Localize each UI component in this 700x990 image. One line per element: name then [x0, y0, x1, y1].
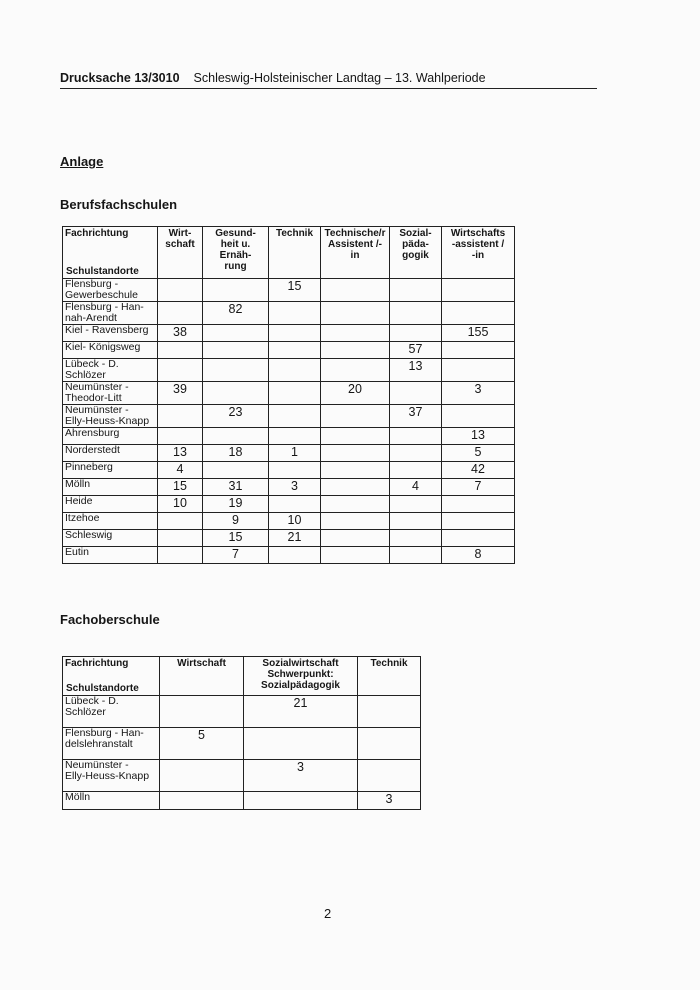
- table-row: [63, 462, 515, 479]
- value-cell: 38: [158, 325, 203, 342]
- column-header: Technische/r Assistent /- in: [321, 227, 390, 279]
- value-cell: 3: [442, 382, 515, 405]
- document-number: Drucksache 13/3010: [60, 71, 180, 85]
- table-row: [63, 359, 515, 382]
- school-location-cell: Neumünster - Elly-Heuss-Knapp: [63, 760, 160, 792]
- value-cell: 21: [244, 696, 358, 728]
- column-header: Technik: [269, 227, 321, 279]
- value-cell: [390, 462, 442, 479]
- value-cell: [442, 530, 515, 547]
- value-cell: 13: [442, 428, 515, 445]
- table-row: [63, 547, 515, 564]
- value-cell: 7: [203, 547, 269, 564]
- value-cell: [160, 696, 244, 728]
- fachoberschule-heading: Fachoberschule: [60, 612, 160, 627]
- school-location-cell: Mölln: [63, 792, 160, 810]
- value-cell: 13: [158, 445, 203, 462]
- school-location-cell: Flensburg - Gewerbeschule: [63, 279, 158, 302]
- table-row: [63, 513, 515, 530]
- value-cell: [158, 342, 203, 359]
- value-cell: [158, 530, 203, 547]
- corner-fachrichtung: Fachrichtung: [65, 228, 129, 239]
- value-cell: 3: [244, 760, 358, 792]
- value-cell: 5: [160, 728, 244, 760]
- value-cell: [321, 547, 390, 564]
- value-cell: [321, 428, 390, 445]
- value-cell: [321, 513, 390, 530]
- value-cell: [269, 342, 321, 359]
- table-row: [63, 445, 515, 462]
- column-header: Wirtschafts -assistent / -in: [442, 227, 515, 279]
- value-cell: [321, 359, 390, 382]
- anlage-heading: Anlage: [60, 154, 104, 169]
- table-row: [63, 496, 515, 513]
- value-cell: [158, 279, 203, 302]
- school-location-cell: Itzehoe: [63, 513, 158, 530]
- column-header: Sozial- päda- gogik: [390, 227, 442, 279]
- value-cell: [269, 302, 321, 325]
- value-cell: [269, 496, 321, 513]
- value-cell: 7: [442, 479, 515, 496]
- value-cell: 21: [269, 530, 321, 547]
- value-cell: [203, 342, 269, 359]
- value-cell: [269, 405, 321, 428]
- value-cell: [158, 428, 203, 445]
- value-cell: [321, 496, 390, 513]
- value-cell: 4: [390, 479, 442, 496]
- school-location-cell: Norderstedt: [63, 445, 158, 462]
- value-cell: 18: [203, 445, 269, 462]
- school-location-cell: Kiel - Ravensberg: [63, 325, 158, 342]
- value-cell: [442, 513, 515, 530]
- table-row: [63, 530, 515, 547]
- value-cell: [321, 530, 390, 547]
- value-cell: [269, 428, 321, 445]
- value-cell: 20: [321, 382, 390, 405]
- value-cell: 39: [158, 382, 203, 405]
- column-header: Technik: [358, 657, 421, 696]
- value-cell: [321, 325, 390, 342]
- value-cell: 10: [158, 496, 203, 513]
- value-cell: 4: [158, 462, 203, 479]
- table-row: [63, 479, 515, 496]
- value-cell: [158, 359, 203, 382]
- value-cell: 8: [442, 547, 515, 564]
- school-location-cell: Neumünster - Elly-Heuss-Knapp: [63, 405, 158, 428]
- corner-schulstandorte: Schulstandorte: [66, 683, 139, 694]
- value-cell: 3: [269, 479, 321, 496]
- value-cell: [158, 547, 203, 564]
- value-cell: [390, 547, 442, 564]
- berufsfachschulen-table: [62, 226, 515, 564]
- value-cell: 31: [203, 479, 269, 496]
- value-cell: 82: [203, 302, 269, 325]
- value-cell: [442, 302, 515, 325]
- value-cell: [269, 547, 321, 564]
- value-cell: [269, 462, 321, 479]
- page-header: [60, 71, 597, 89]
- berufsfachschulen-heading: Berufsfachschulen: [60, 197, 178, 212]
- value-cell: 23: [203, 405, 269, 428]
- value-cell: [203, 428, 269, 445]
- table-header-row: [63, 227, 515, 279]
- column-header: Wirtschaft: [160, 657, 244, 696]
- value-cell: 10: [269, 513, 321, 530]
- value-cell: [244, 728, 358, 760]
- value-cell: [390, 302, 442, 325]
- value-cell: [203, 382, 269, 405]
- value-cell: [358, 696, 421, 728]
- value-cell: [269, 359, 321, 382]
- table-row: [63, 279, 515, 302]
- table-row: [63, 696, 421, 728]
- value-cell: [269, 382, 321, 405]
- value-cell: [158, 513, 203, 530]
- value-cell: [390, 513, 442, 530]
- value-cell: [203, 325, 269, 342]
- corner-schulstandorte: Schulstandorte: [66, 266, 139, 277]
- value-cell: 3: [358, 792, 421, 810]
- table-row: [63, 792, 421, 810]
- value-cell: 155: [442, 325, 515, 342]
- value-cell: [390, 279, 442, 302]
- table-row: [63, 405, 515, 428]
- value-cell: [321, 405, 390, 428]
- value-cell: 15: [158, 479, 203, 496]
- school-location-cell: Lübeck - D. Schlözer: [63, 359, 158, 382]
- value-cell: 15: [203, 530, 269, 547]
- column-header: Wirt- schaft: [158, 227, 203, 279]
- value-cell: 5: [442, 445, 515, 462]
- value-cell: 42: [442, 462, 515, 479]
- value-cell: [203, 462, 269, 479]
- table-header-row: [63, 657, 421, 696]
- value-cell: [244, 792, 358, 810]
- page-number: 2: [324, 906, 332, 921]
- school-location-cell: Flensburg - Han- nah-Arendt: [63, 302, 158, 325]
- school-location-cell: Pinneberg: [63, 462, 158, 479]
- table-row: [63, 760, 421, 792]
- value-cell: [390, 496, 442, 513]
- corner-fachrichtung: Fachrichtung: [65, 658, 129, 669]
- school-location-cell: Neumünster - Theodor-Litt: [63, 382, 158, 405]
- value-cell: [442, 279, 515, 302]
- table-row: [63, 325, 515, 342]
- school-location-cell: Schleswig: [63, 530, 158, 547]
- value-cell: 19: [203, 496, 269, 513]
- value-cell: [321, 462, 390, 479]
- value-cell: [158, 405, 203, 428]
- school-location-cell: Lübeck - D. Schlözer: [63, 696, 160, 728]
- value-cell: 13: [390, 359, 442, 382]
- fachoberschule-table: [62, 656, 421, 810]
- value-cell: [158, 302, 203, 325]
- value-cell: [321, 445, 390, 462]
- column-header: Gesund- heit u. Ernäh- rung: [203, 227, 269, 279]
- table-row: [63, 728, 421, 760]
- school-location-cell: Mölln: [63, 479, 158, 496]
- value-cell: [390, 445, 442, 462]
- value-cell: [390, 428, 442, 445]
- column-header: Sozialwirtschaft Schwerpunkt: Sozialpädagogik: [244, 657, 358, 696]
- corner-header: [63, 657, 160, 696]
- value-cell: [442, 496, 515, 513]
- value-cell: [442, 342, 515, 359]
- value-cell: [321, 342, 390, 359]
- school-location-cell: Heide: [63, 496, 158, 513]
- value-cell: [160, 760, 244, 792]
- school-location-cell: Flensburg - Han- delslehranstalt: [63, 728, 160, 760]
- school-location-cell: Ahrensburg: [63, 428, 158, 445]
- value-cell: 15: [269, 279, 321, 302]
- table-row: [63, 342, 515, 359]
- value-cell: [390, 325, 442, 342]
- table-row: [63, 302, 515, 325]
- value-cell: [269, 325, 321, 342]
- value-cell: [442, 359, 515, 382]
- value-cell: 37: [390, 405, 442, 428]
- value-cell: [321, 479, 390, 496]
- value-cell: [160, 792, 244, 810]
- school-location-cell: Kiel- Königsweg: [63, 342, 158, 359]
- value-cell: [358, 760, 421, 792]
- table-row: [63, 382, 515, 405]
- school-location-cell: Eutin: [63, 547, 158, 564]
- value-cell: [321, 279, 390, 302]
- value-cell: 1: [269, 445, 321, 462]
- value-cell: [203, 279, 269, 302]
- value-cell: [390, 382, 442, 405]
- value-cell: [321, 302, 390, 325]
- table-row: [63, 428, 515, 445]
- value-cell: [442, 405, 515, 428]
- document-title: Schleswig-Holsteinischer Landtag – 13. Wahlperiode: [193, 71, 486, 85]
- value-cell: [358, 728, 421, 760]
- value-cell: 57: [390, 342, 442, 359]
- value-cell: [203, 359, 269, 382]
- value-cell: 9: [203, 513, 269, 530]
- corner-header: [63, 227, 158, 279]
- value-cell: [390, 530, 442, 547]
